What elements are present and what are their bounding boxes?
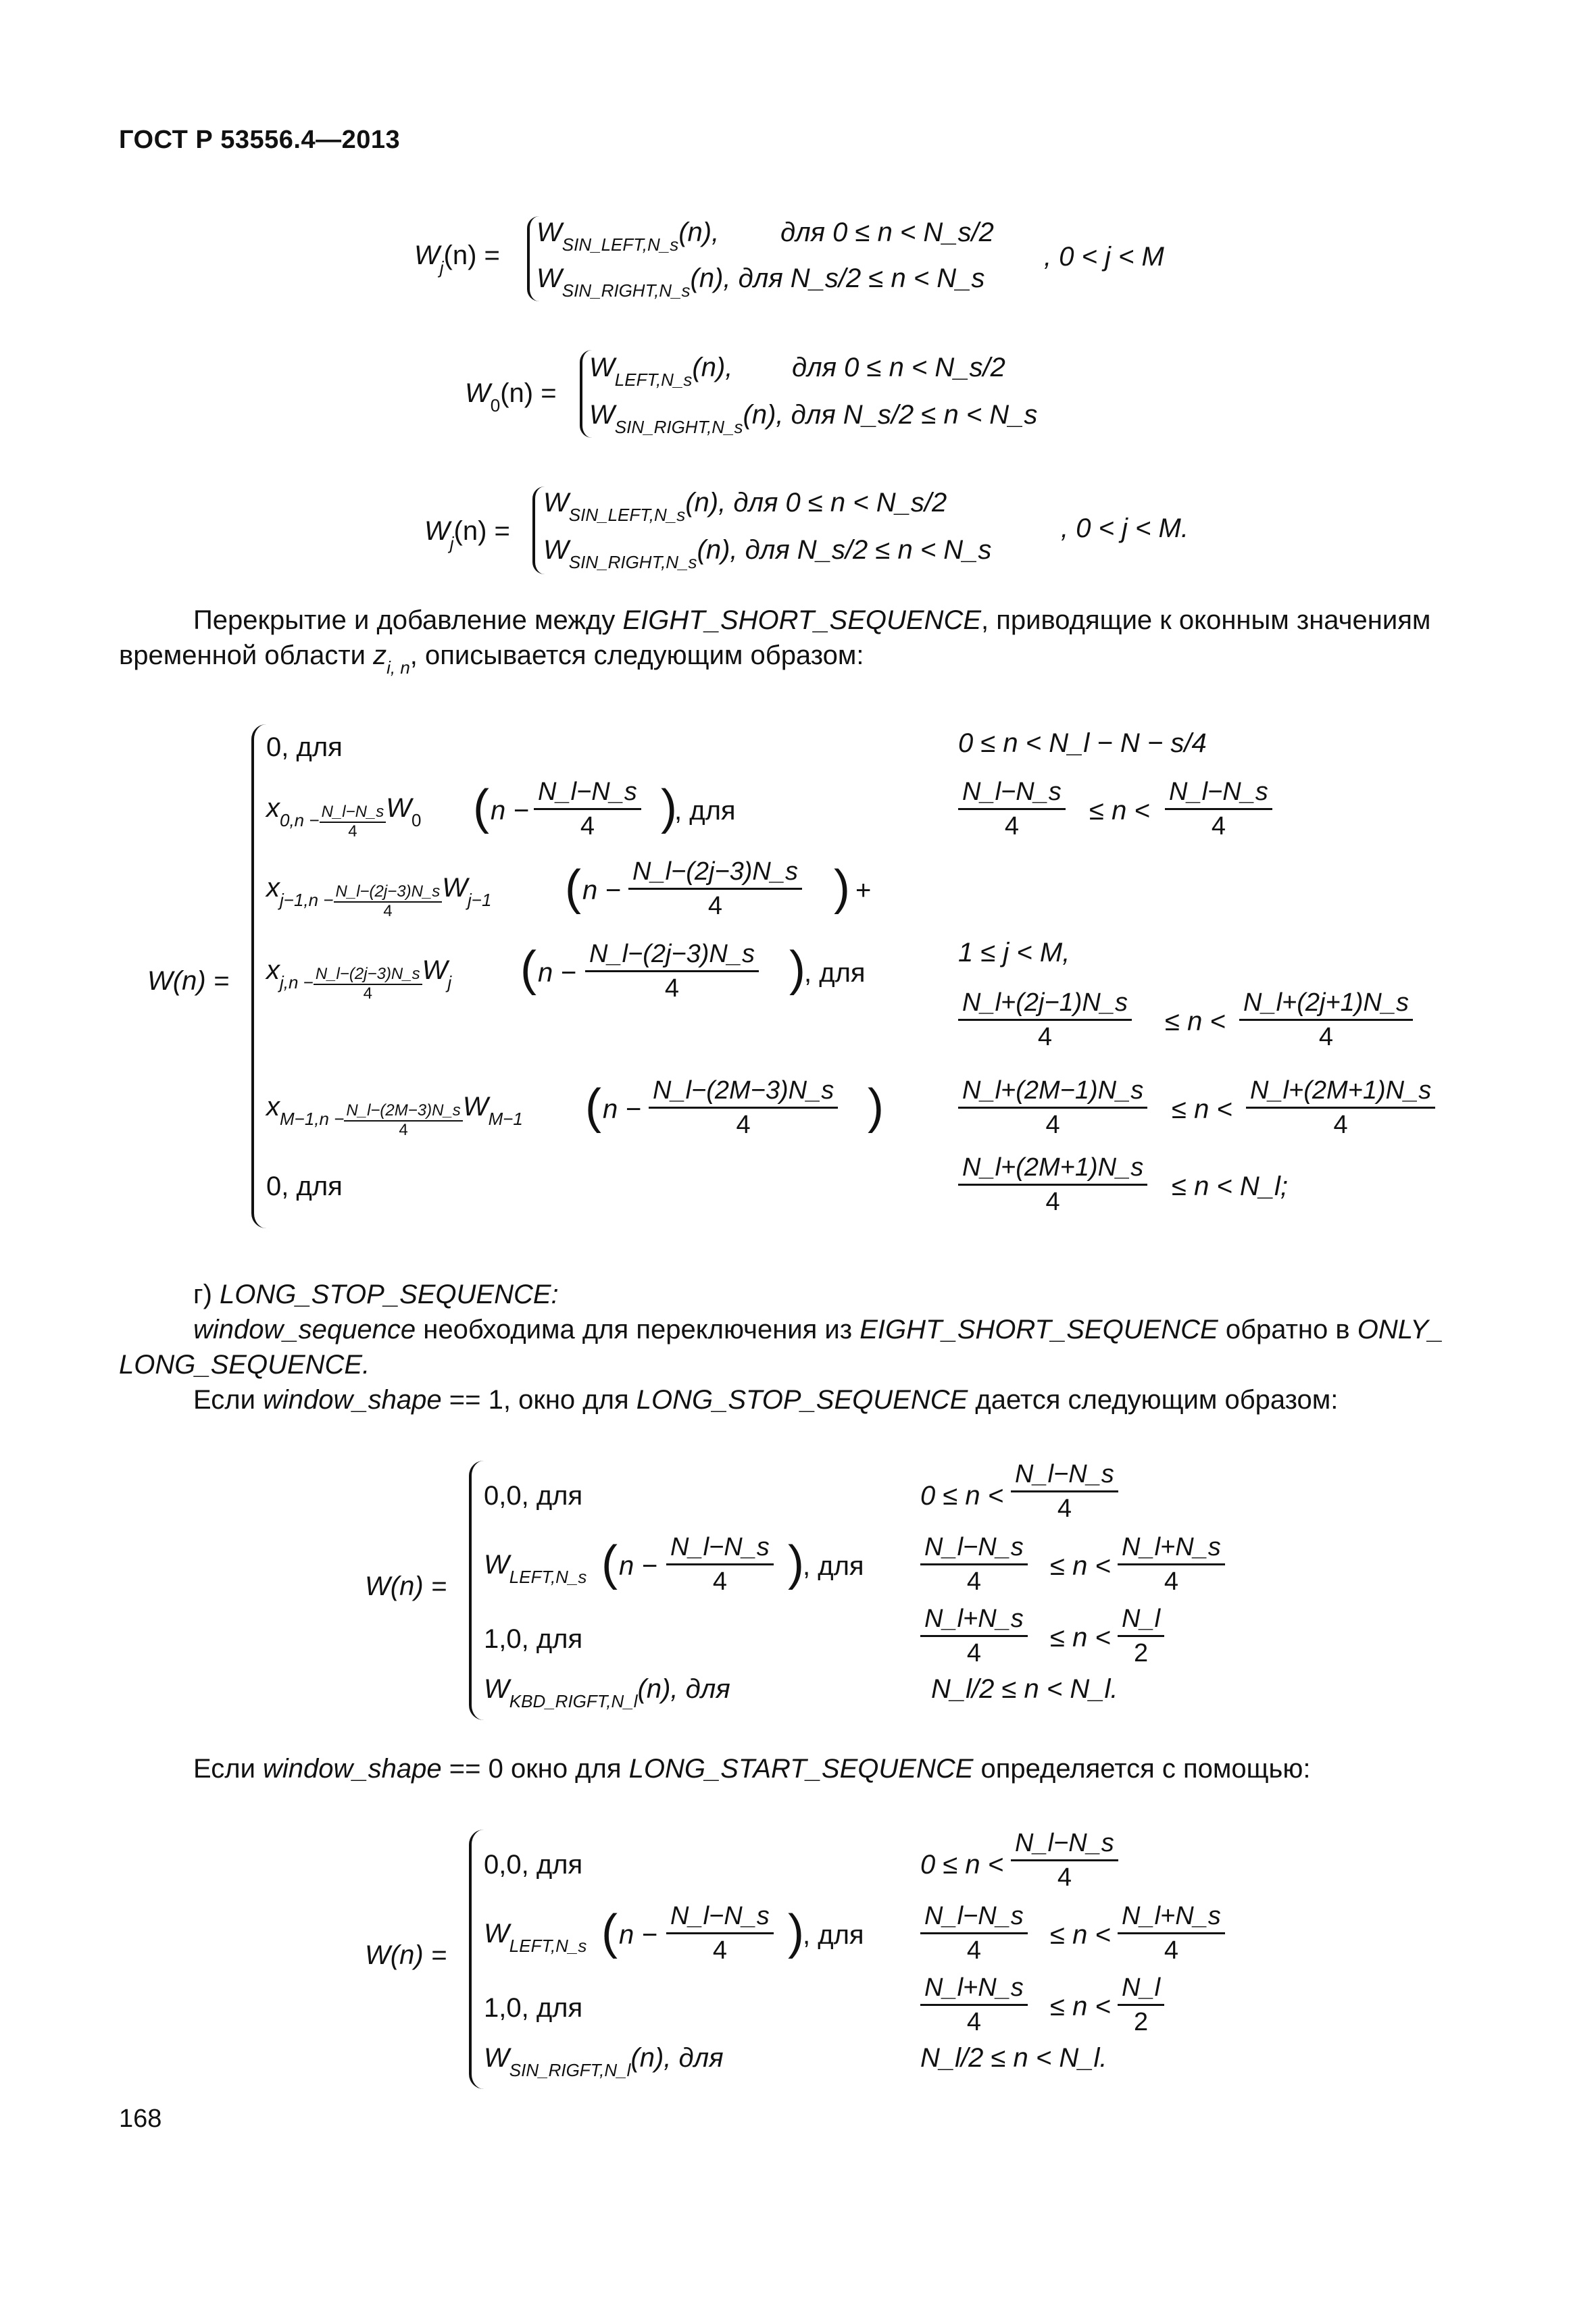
paragraph-window-shape-0: Если window_shape == 0 окно для LONG_START_SEQUENCE определяется с помощью: xyxy=(193,1754,1311,1784)
fraction: $\frac{N\_l+(2j-1)N\_s}{4}$ xyxy=(958,986,1132,1053)
formula-row-left: $W_{LEFT,N\_s}$ xyxy=(484,1919,587,1956)
formula-brace xyxy=(251,724,266,1228)
formula-row: $W_{SIN\_LEFT,N\_s}(n)$, xyxy=(537,218,720,255)
fraction: $\frac{N\_l-N\_s}{4}$ xyxy=(666,1531,774,1598)
formula-row: $W_{LEFT,N\_s}(n)$, xyxy=(589,353,733,390)
paragraph-overlap-intro: Перекрытие и добавление между EIGHT_SHORT_SEQUENCE, приводящие к оконным значениям временной области $z_{i, n}$, описывается следующим образом: xyxy=(119,605,1431,678)
fraction: $\frac{N\_l-(2M-3)N\_s}{4}$ xyxy=(649,1074,838,1141)
fraction: $\frac{N\_l-N\_s}{4}$ xyxy=(666,1900,774,1967)
fraction: $\frac{N\_l+(2M+1)N\_s}{4}$ xyxy=(1246,1074,1435,1141)
fraction: $\frac{N\_l-N\_s}{4}$ xyxy=(958,776,1066,842)
fraction: $\frac{N\_l-(2j-3)N\_s}{4}$ xyxy=(628,855,802,922)
paren-open: ( xyxy=(473,780,489,834)
formula-row-left: 1,0, для xyxy=(484,1624,583,1654)
formula-tail: , 0 < j < M. xyxy=(1061,513,1189,543)
fraction: $\frac{N\_l-N\_s}{4}$ xyxy=(920,1531,1028,1598)
formula-row-left: $W_{KBD\_RIGFT,N\_l}(n)$, для xyxy=(484,1674,730,1711)
page-number: 168 xyxy=(119,2105,162,2133)
formula-row-left: 0, для xyxy=(266,732,343,762)
formula-lhs: W(n) = xyxy=(365,1940,447,1970)
formula-condition: для 0 ≤ n < N_s/2 xyxy=(780,218,994,247)
paren-open: ( xyxy=(565,861,581,915)
formula-brace xyxy=(469,1461,484,1720)
fraction: $\frac{N\_l-N\_s}{4}$ xyxy=(1011,1827,1118,1894)
formula-lhs: $W_j(n)$ = xyxy=(414,241,500,278)
formula-row: $W_{SIN\_RIGHT,N\_s}(n)$, для N_s/2 ≤ n < N_s xyxy=(543,535,992,572)
formula-row-left: 1,0, для xyxy=(484,1993,583,2023)
formula-row-condition: 0 ≤ n < N_l − N − s/4 xyxy=(958,728,1207,758)
formula-lhs: $W_j(n)$ = xyxy=(424,516,510,553)
formula-row-left: $x_{j-1,n -}$ $\frac{N\_l-(2j-3)N\_s}{4}$ $W_{j-1}$ xyxy=(266,873,492,921)
fraction: $\frac{N\_l+N\_s}{4}$ xyxy=(1118,1900,1225,1967)
fraction: $\frac{N\_l-N\_s}{4}$ xyxy=(920,1900,1028,1967)
paren-open: ( xyxy=(601,1536,618,1590)
formula-row-left: 0,0, для xyxy=(484,1481,583,1511)
formula-lhs: W(n) = xyxy=(147,966,230,996)
paren-close: ) xyxy=(661,780,677,834)
formula-row-left: 0, для xyxy=(266,1172,343,1201)
paren-open: ( xyxy=(520,942,537,996)
formula-row: $W_{SIN\_RIGHT,N\_s}(n)$, для N_s/2 ≤ n < N_s xyxy=(589,400,1038,437)
paren-close: ) xyxy=(788,1536,804,1590)
fraction: $\frac{N\_l-N\_s}{4}$ xyxy=(1165,776,1272,842)
document-header: ГОСТ Р 53556.4—2013 xyxy=(119,126,401,154)
formula-row-left: $x_{j,n -}$ $\frac{N\_l-(2j-3)N\_s}{4}$ $W_j$ xyxy=(266,955,452,1003)
formula-row-left: 0,0, для xyxy=(484,1850,583,1880)
paragraph-window-sequence: window_sequence необходима для переключения из EIGHT_SHORT_SEQUENCE обратно в ONLY_ LONG_SEQUENCE. xyxy=(119,1315,1444,1380)
paren-close: ) xyxy=(834,861,850,915)
formula-row-left: $x_{M-1,n -}$ $\frac{N\_l-(2M-3)N\_s}{4}$ $W_{M-1}$ xyxy=(266,1092,523,1140)
formula-row-condition: 1 ≤ j < M, xyxy=(958,938,1070,967)
formula-condition: для 0 ≤ n < N_s/2 xyxy=(792,353,1005,382)
paragraph-section-g: г) LONG_STOP_SEQUENCE: xyxy=(193,1280,559,1309)
fraction: $\frac{N\_l}{2}$ xyxy=(1118,1971,1164,2038)
formula-tail: , 0 < j < M xyxy=(1044,242,1164,272)
fraction: $\frac{N\_l+N\_s}{4}$ xyxy=(1118,1531,1225,1598)
formula-lhs: $W_0(n)$ = xyxy=(465,378,557,416)
formula-row: $W_{SIN\_RIGHT,N\_s}(n)$, для N_s/2 ≤ n < N_s xyxy=(537,263,985,301)
fraction: $\frac{N\_l-N\_s}{4}$ xyxy=(1011,1458,1118,1525)
fraction: $\frac{N\_l+(2M-1)N\_s}{4}$ xyxy=(958,1074,1147,1141)
formula-brace xyxy=(469,1830,484,2089)
paren-close: ) xyxy=(868,1080,884,1134)
paren-close: ) xyxy=(788,1905,804,1959)
fraction: $\frac{N\_l+(2M+1)N\_s}{4}$ xyxy=(958,1151,1147,1218)
fraction: $\frac{N\_l+(2j+1)N\_s}{4}$ xyxy=(1239,986,1413,1053)
fraction: $\frac{N\_l-(2j-3)N\_s}{4}$ xyxy=(585,938,759,1005)
fraction: $\frac{N\_l}{2}$ xyxy=(1118,1603,1164,1669)
paragraph-window-shape-1: Если window_shape == 1, окно для LONG_STOP_SEQUENCE дается следующим образом: xyxy=(193,1385,1339,1415)
paren-open: ( xyxy=(601,1905,618,1959)
paren-open: ( xyxy=(585,1080,601,1134)
formula-row-left: $x_{0,n -}$ $\frac{N\_l-N\_s}{4}$ $W_0$ xyxy=(266,793,422,841)
fraction: $\frac{N\_l+N\_s}{4}$ xyxy=(920,1603,1028,1669)
formula-row: $W_{SIN\_LEFT,N\_s}(n)$, для 0 ≤ n < N_s/2 xyxy=(543,488,947,525)
paren-close: ) xyxy=(789,942,805,996)
fraction: $\frac{N\_l-N\_s}{4}$ xyxy=(534,776,641,842)
formula-row-left: $W_{SIN\_RIGFT,N\_l}(n)$, для xyxy=(484,2043,724,2080)
formula-row-left: $W_{LEFT,N\_s}$ xyxy=(484,1550,587,1587)
fraction: $\frac{N\_l+N\_s}{4}$ xyxy=(920,1971,1028,2038)
formula-lhs: W(n) = xyxy=(365,1571,447,1601)
